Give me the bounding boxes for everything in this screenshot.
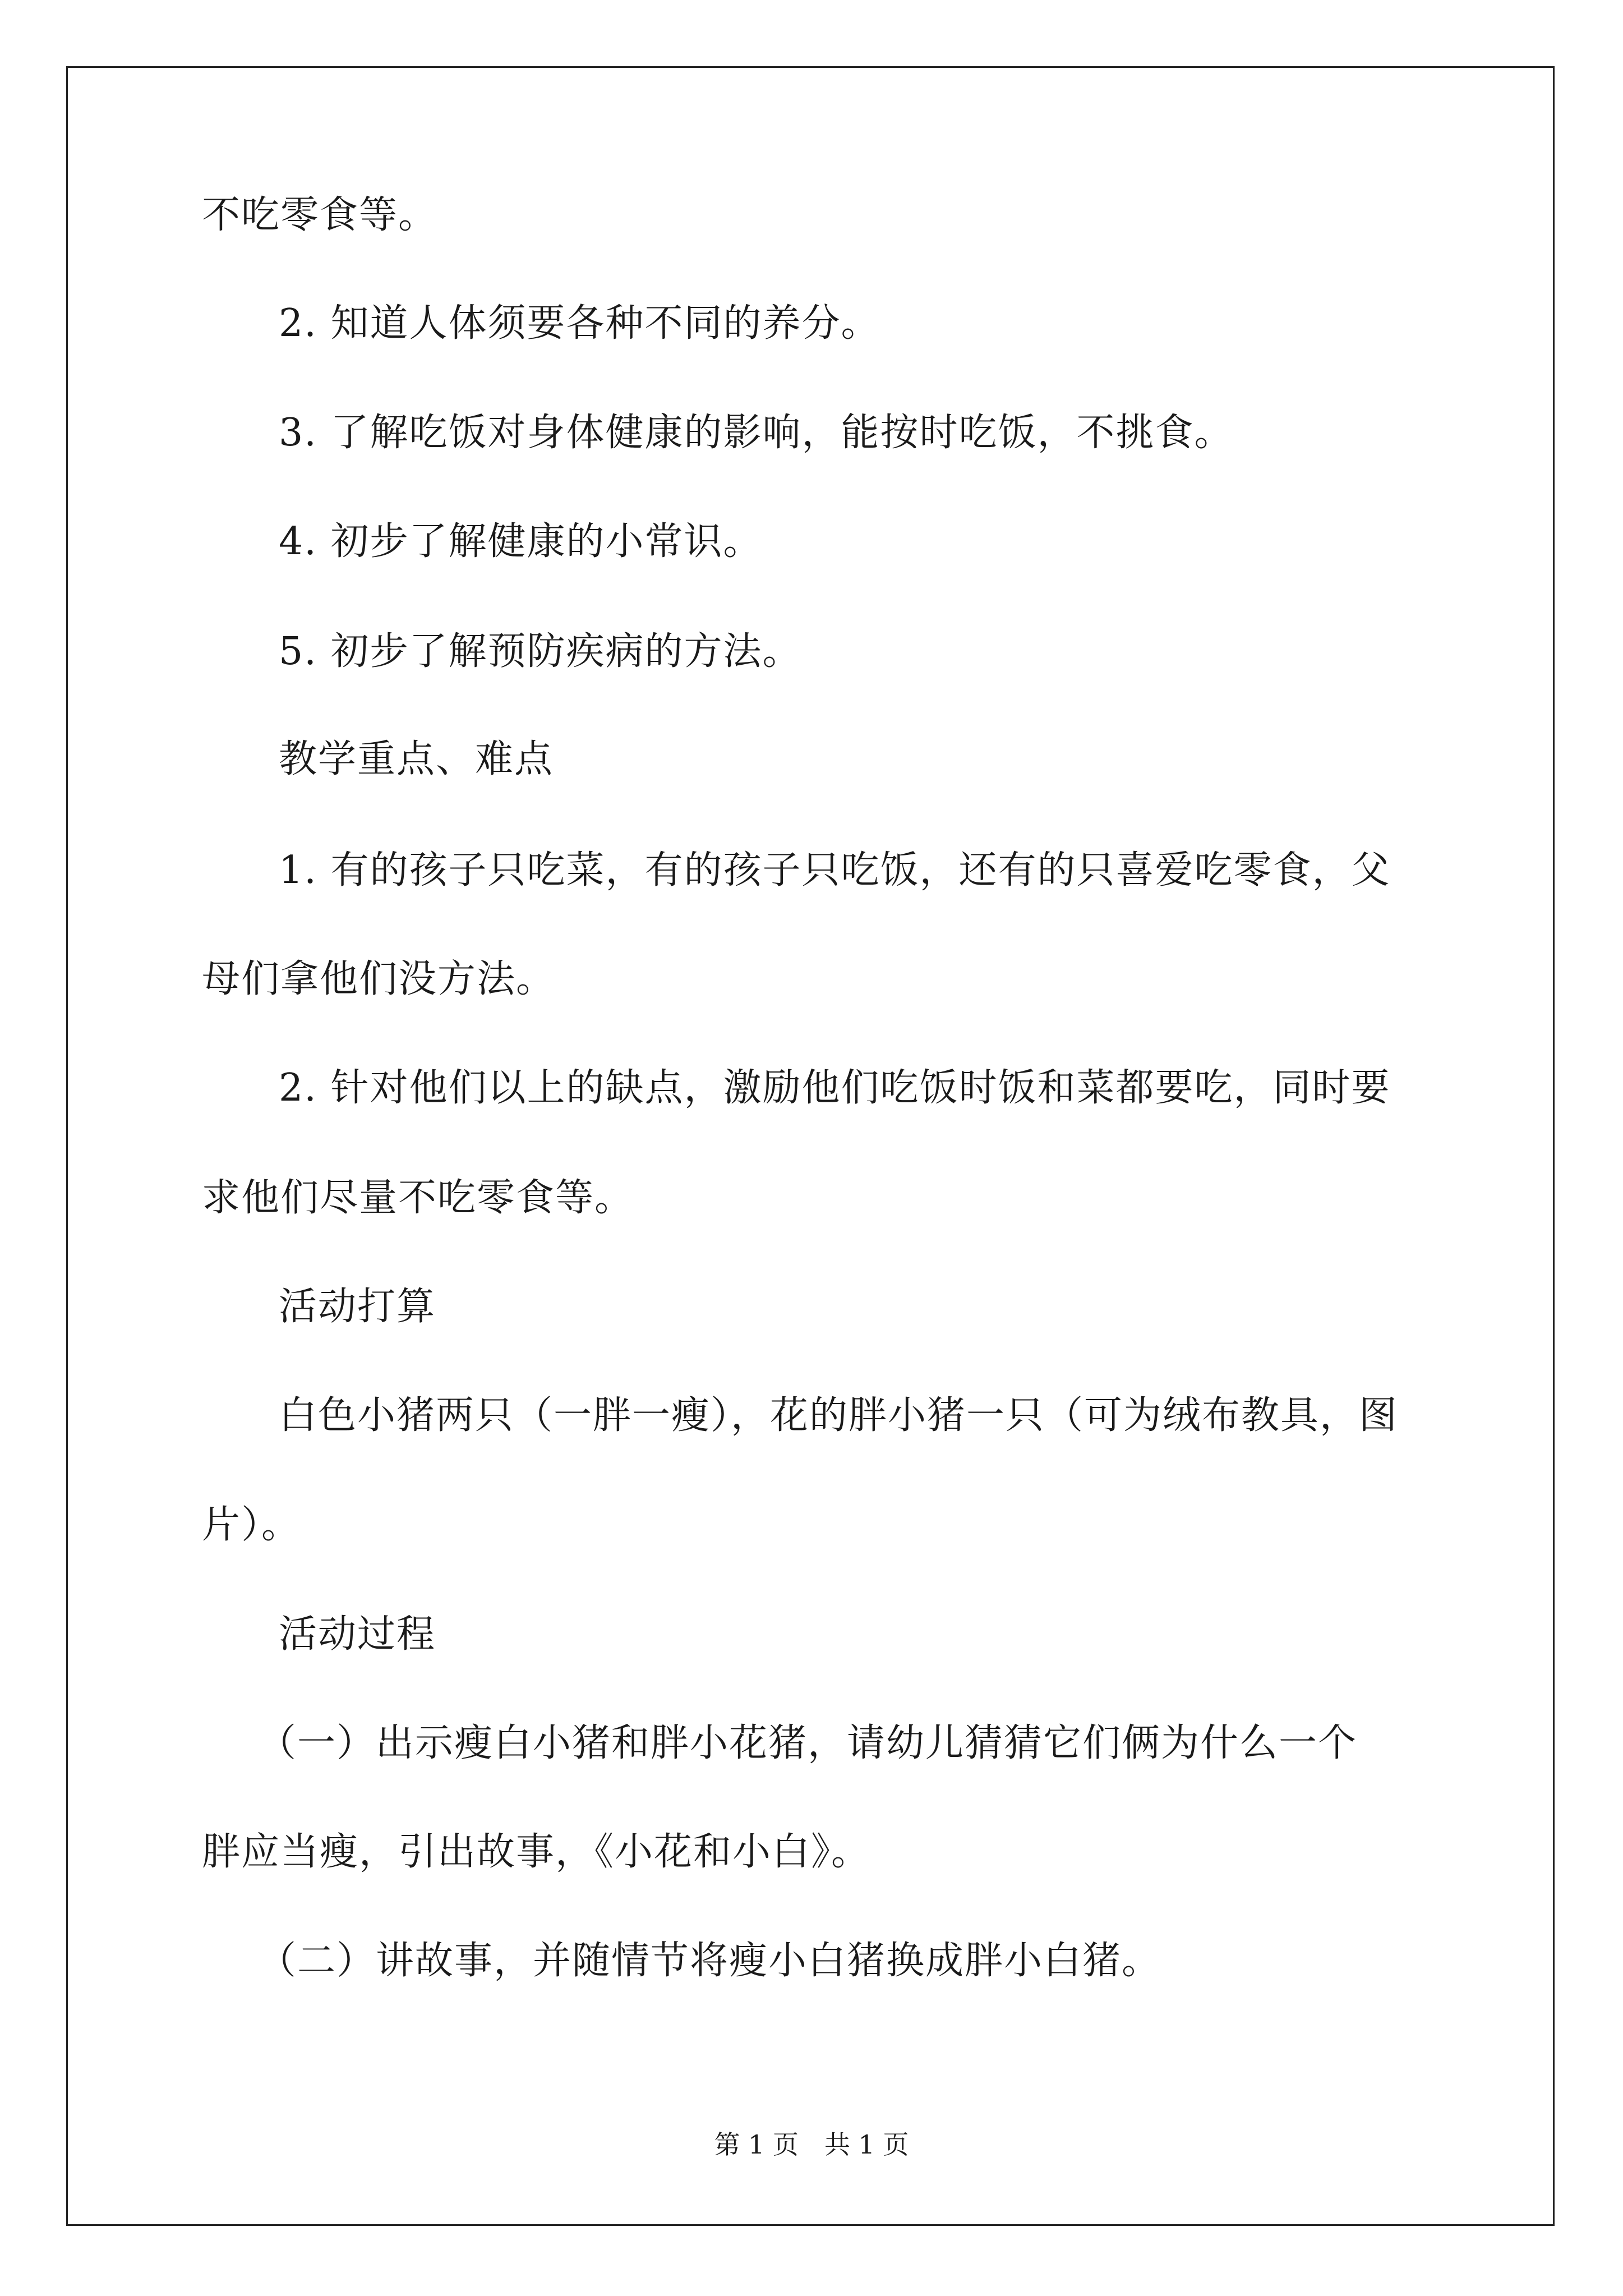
text-line: 求他们尽量不吃零食等。	[202, 1176, 634, 1220]
page-count: 共 1 页	[824, 2129, 909, 2160]
text-line: 1. 有的孩子只吃菜，有的孩子只吃饭，还有的只喜爱吃零食，父	[279, 848, 1391, 892]
text-line: 白色小猪两只（一胖一瘦），花的胖小猪一只（可为绒布教具，图	[279, 1393, 1399, 1438]
section-heading: 教学重点、难点	[279, 737, 554, 781]
page-number: 第 1 页	[714, 2129, 799, 2160]
text-line: 5. 初步了解预防疾病的方法。	[279, 629, 802, 674]
section-heading: 活动过程	[279, 1612, 436, 1657]
section-heading: 活动打算	[279, 1285, 436, 1329]
text-line: 母们拿他们没方法。	[202, 957, 556, 1001]
text-line: 3. 了解吃饭对身体健康的影响，能按时吃饭，不挑食。	[279, 411, 1234, 455]
text-line: 胖应当瘦，引出故事，《小花和小白》。	[202, 1830, 871, 1874]
page-border	[66, 66, 1555, 2226]
text-line: （一）出示瘦白小猪和胖小花猪，请幼儿猜猜它们俩为什么一个	[258, 1721, 1358, 1765]
text-line: 4. 初步了解健康的小常识。	[279, 519, 763, 564]
text-line: 2. 知道人体须要各种不同的养分。	[279, 301, 880, 346]
text-line: 2. 针对他们以上的缺点，激励他们吃饭时饭和菜都要吃，同时要	[279, 1066, 1391, 1110]
text-line: 片）。	[202, 1503, 301, 1547]
text-line: 不吃零食等。	[202, 193, 438, 237]
page-footer	[0, 2129, 1623, 2160]
text-line: （二）讲故事，并随情节将瘦小白猪换成胖小白猪。	[258, 1939, 1161, 1983]
